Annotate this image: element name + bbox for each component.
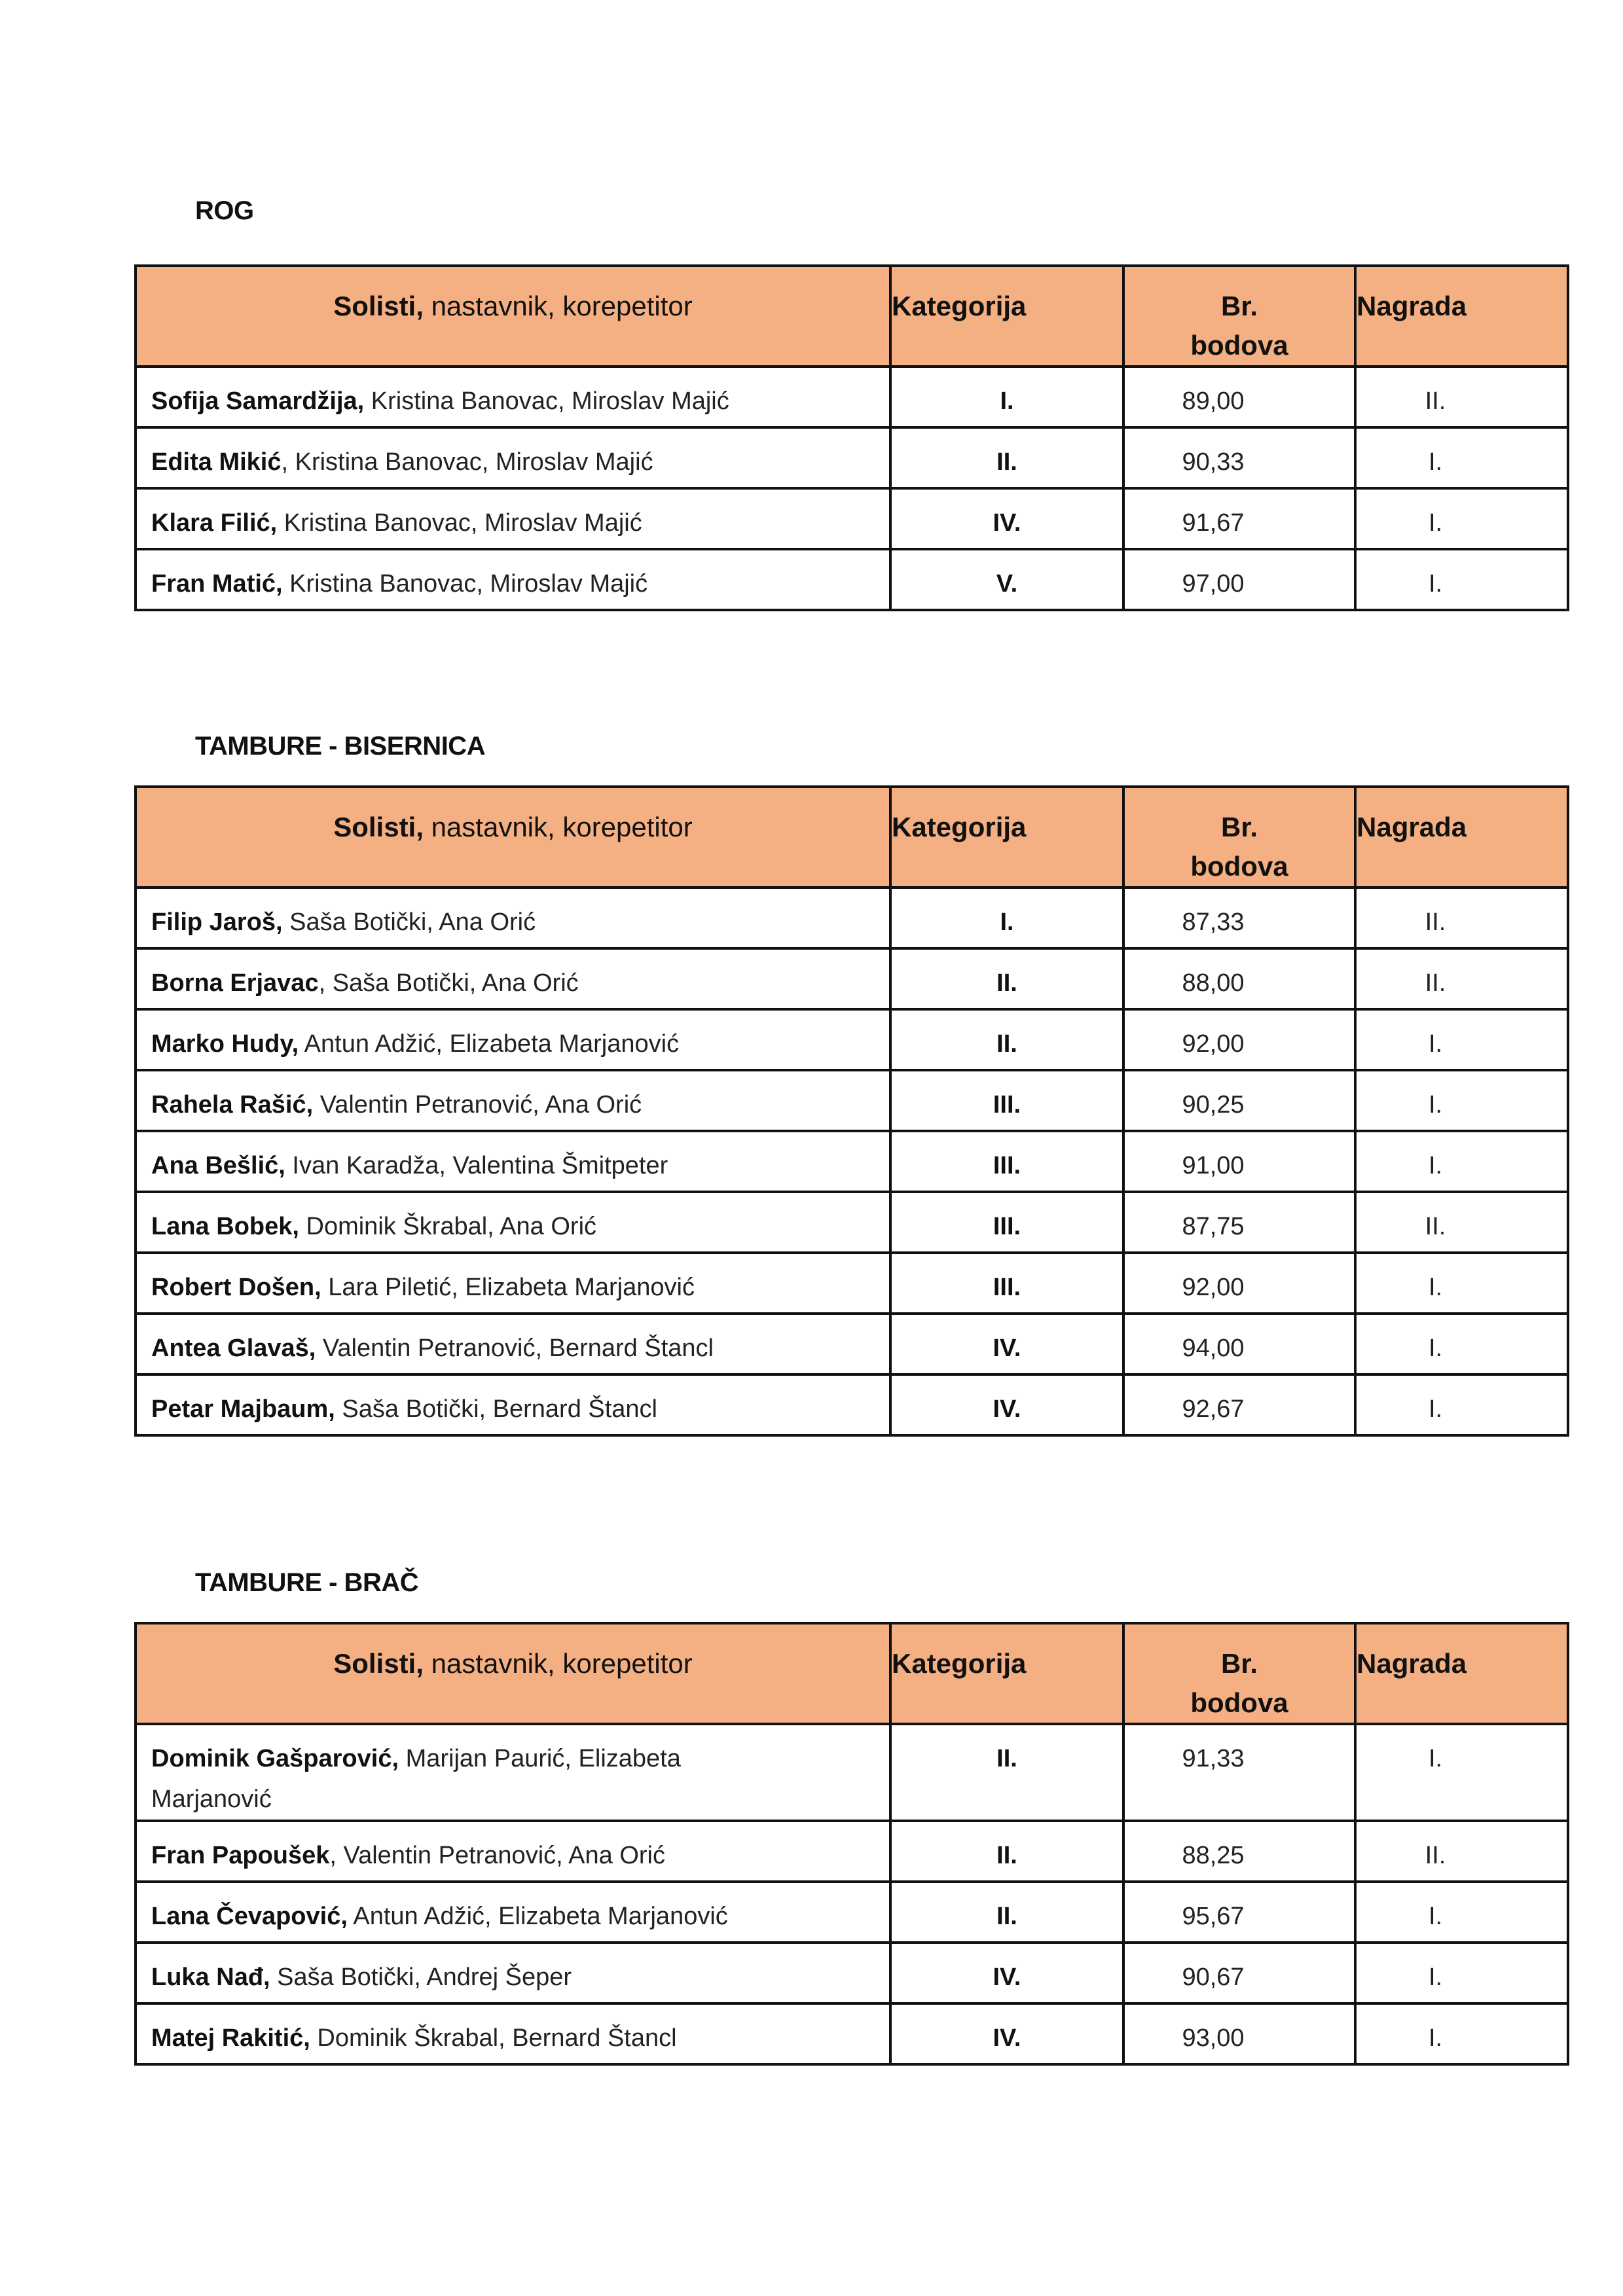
column-header-category: Kategorija xyxy=(890,266,1123,367)
points-cell: 91,00 xyxy=(1123,1131,1355,1192)
results-table xyxy=(134,264,1569,611)
points-cell: 88,00 xyxy=(1123,948,1355,1009)
participants-cell: Sofija Samardžija, Kristina Banovac, Miroslav Majić xyxy=(136,367,890,427)
participants-cell: Marko Hudy, Antun Adžić, Elizabeta Marjanović xyxy=(136,1009,890,1070)
table-row xyxy=(136,1724,1568,1821)
award-cell: II. xyxy=(1355,367,1568,427)
table-row xyxy=(136,367,1568,427)
section-title: TAMBURE - BISERNICA xyxy=(195,732,486,761)
award-cell: I. xyxy=(1355,1374,1568,1435)
award-cell: II. xyxy=(1355,948,1568,1009)
points-cell: 89,00 xyxy=(1123,367,1355,427)
category-cell: II. xyxy=(890,1724,1123,1821)
points-cell: 91,33 xyxy=(1123,1724,1355,1821)
column-header-award: Nagrada xyxy=(1355,1623,1568,1724)
column-header-points: Br. bodova xyxy=(1123,266,1355,367)
category-cell: V. xyxy=(890,549,1123,610)
section-title: TAMBURE - BRAČ xyxy=(195,1568,419,1597)
participants-cell: Petar Majbaum, Saša Botički, Bernard Štancl xyxy=(136,1374,890,1435)
points-cell: 97,00 xyxy=(1123,549,1355,610)
column-header-soloists: Solisti, nastavnik, korepetitor xyxy=(136,1623,890,1724)
points-cell: 93,00 xyxy=(1123,2003,1355,2064)
award-cell: I. xyxy=(1355,488,1568,549)
participants-cell: Lana Čevapović, Antun Adžić, Elizabeta Marjanović xyxy=(136,1882,890,1943)
award-cell: I. xyxy=(1355,1253,1568,1314)
category-cell: III. xyxy=(890,1131,1123,1192)
section-title: ROG xyxy=(195,196,254,225)
participants-cell: Fran Papoušek, Valentin Petranović, Ana Orić xyxy=(136,1821,890,1882)
table-row xyxy=(136,2003,1568,2064)
table-row xyxy=(136,1070,1568,1131)
award-cell: I. xyxy=(1355,1724,1568,1821)
award-cell: I. xyxy=(1355,1882,1568,1943)
column-header-award: Nagrada xyxy=(1355,266,1568,367)
participants-cell: Borna Erjavac, Saša Botički, Ana Orić xyxy=(136,948,890,1009)
category-cell: I. xyxy=(890,367,1123,427)
table-row xyxy=(136,1821,1568,1882)
category-cell: IV. xyxy=(890,1943,1123,2003)
participants-cell: Klara Filić, Kristina Banovac, Miroslav Majić xyxy=(136,488,890,549)
participants-cell: Filip Jaroš, Saša Botički, Ana Orić xyxy=(136,888,890,948)
points-cell: 92,00 xyxy=(1123,1253,1355,1314)
category-cell: I. xyxy=(890,888,1123,948)
award-cell: I. xyxy=(1355,427,1568,488)
column-header-soloists: Solisti, nastavnik, korepetitor xyxy=(136,787,890,888)
category-cell: II. xyxy=(890,1821,1123,1882)
points-cell: 94,00 xyxy=(1123,1314,1355,1374)
points-cell: 90,33 xyxy=(1123,427,1355,488)
table-row xyxy=(136,427,1568,488)
participants-cell: Edita Mikić, Kristina Banovac, Miroslav Majić xyxy=(136,427,890,488)
participants-cell: Luka Nađ, Saša Botički, Andrej Šeper xyxy=(136,1943,890,2003)
participants-cell: Dominik Gašparović, Marijan Paurić, Elizabeta Marjanović xyxy=(136,1724,890,1821)
category-cell: II. xyxy=(890,948,1123,1009)
category-cell: IV. xyxy=(890,2003,1123,2064)
table-row xyxy=(136,1314,1568,1374)
column-header-category: Kategorija xyxy=(890,787,1123,888)
table-row xyxy=(136,1253,1568,1314)
points-cell: 95,67 xyxy=(1123,1882,1355,1943)
participants-cell: Robert Došen, Lara Piletić, Elizabeta Marjanović xyxy=(136,1253,890,1314)
category-cell: II. xyxy=(890,1009,1123,1070)
table-row xyxy=(136,1943,1568,2003)
category-cell: II. xyxy=(890,427,1123,488)
participants-cell: Antea Glavaš, Valentin Petranović, Bernard Štancl xyxy=(136,1314,890,1374)
table-row xyxy=(136,1192,1568,1253)
points-cell: 92,00 xyxy=(1123,1009,1355,1070)
points-cell: 87,75 xyxy=(1123,1192,1355,1253)
participants-cell: Matej Rakitić, Dominik Škrabal, Bernard Štancl xyxy=(136,2003,890,2064)
category-cell: III. xyxy=(890,1192,1123,1253)
points-cell: 90,67 xyxy=(1123,1943,1355,2003)
table-header-row xyxy=(136,266,1568,367)
award-cell: I. xyxy=(1355,1009,1568,1070)
category-cell: IV. xyxy=(890,1314,1123,1374)
column-header-award: Nagrada xyxy=(1355,787,1568,888)
participants-cell: Ana Bešlić, Ivan Karadža, Valentina Šmitpeter xyxy=(136,1131,890,1192)
points-cell: 92,67 xyxy=(1123,1374,1355,1435)
award-cell: II. xyxy=(1355,1821,1568,1882)
participants-cell: Fran Matić, Kristina Banovac, Miroslav Majić xyxy=(136,549,890,610)
category-cell: II. xyxy=(890,1882,1123,1943)
table-header-row xyxy=(136,1623,1568,1724)
table-row xyxy=(136,1009,1568,1070)
category-cell: III. xyxy=(890,1253,1123,1314)
award-cell: I. xyxy=(1355,1070,1568,1131)
points-cell: 90,25 xyxy=(1123,1070,1355,1131)
points-cell: 87,33 xyxy=(1123,888,1355,948)
table-header-row xyxy=(136,787,1568,888)
results-table xyxy=(134,785,1569,1437)
table-row xyxy=(136,488,1568,549)
award-cell: I. xyxy=(1355,1131,1568,1192)
category-cell: IV. xyxy=(890,1374,1123,1435)
column-header-points: Br. bodova xyxy=(1123,1623,1355,1724)
participants-cell: Lana Bobek, Dominik Škrabal, Ana Orić xyxy=(136,1192,890,1253)
award-cell: I. xyxy=(1355,549,1568,610)
table-row xyxy=(136,1131,1568,1192)
table-row xyxy=(136,1882,1568,1943)
points-cell: 91,67 xyxy=(1123,488,1355,549)
column-header-soloists: Solisti, nastavnik, korepetitor xyxy=(136,266,890,367)
category-cell: III. xyxy=(890,1070,1123,1131)
category-cell: IV. xyxy=(890,488,1123,549)
table-row xyxy=(136,948,1568,1009)
award-cell: I. xyxy=(1355,1314,1568,1374)
table-row xyxy=(136,1374,1568,1435)
results-table xyxy=(134,1622,1569,2066)
participants-cell: Rahela Rašić, Valentin Petranović, Ana Orić xyxy=(136,1070,890,1131)
award-cell: II. xyxy=(1355,1192,1568,1253)
award-cell: I. xyxy=(1355,1943,1568,2003)
table-row xyxy=(136,549,1568,610)
award-cell: II. xyxy=(1355,888,1568,948)
points-cell: 88,25 xyxy=(1123,1821,1355,1882)
column-header-points: Br. bodova xyxy=(1123,787,1355,888)
column-header-category: Kategorija xyxy=(890,1623,1123,1724)
table-row xyxy=(136,888,1568,948)
award-cell: I. xyxy=(1355,2003,1568,2064)
